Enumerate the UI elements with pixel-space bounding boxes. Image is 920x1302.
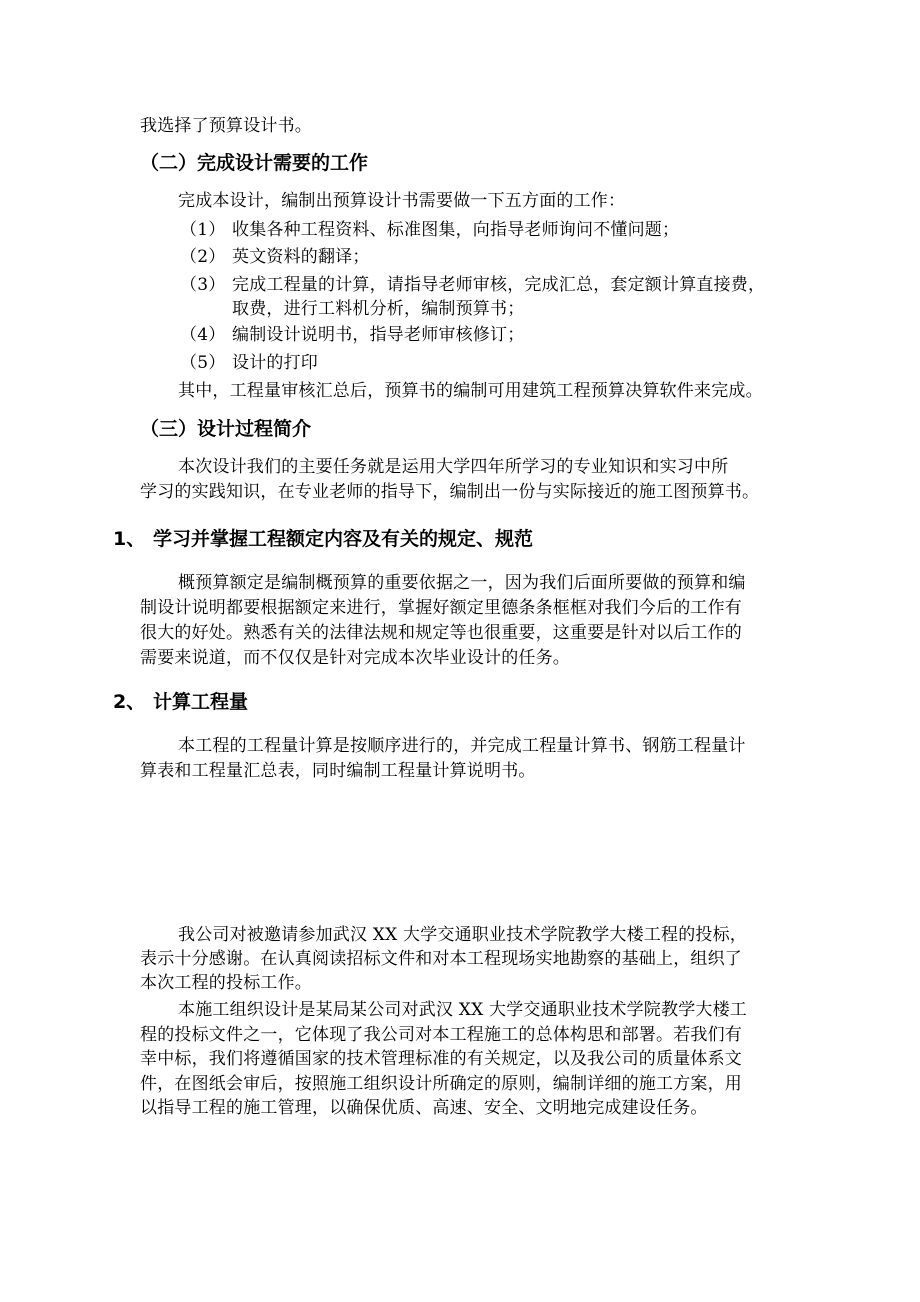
part1-line: 很大的好处。熟悉有关的法律法规和规定等也很重要，这重要是针对以后工作的 [140,623,742,643]
part1-heading [113,527,533,551]
list-item-text: 完成工程量的计算，请指导老师审核，完成汇总，套定额计算直接费， [232,275,766,295]
part1-line: 制设计说明都要根据额定来进行，掌握好额定里德条条框框对我们今后的工作有 [140,598,742,618]
section2-heading: （二）完成设计需要的工作 [140,152,369,174]
list-item [180,246,370,268]
list-item-text: 设计的打印 [232,353,318,373]
list-item-number: （3） [180,275,226,295]
part2-line: 本工程的工程量计算是按顺序进行的，并完成工程量计算书、钢筋工程量计 [178,736,746,756]
list-item-text: 收集各种工程资料、标准图集，向指导老师询问不懂问题； [232,220,680,240]
bid-para1-line: 我公司对被邀请参加武汉 XX 大学交通职业技术学院教学大楼工程的投标， [178,925,748,945]
list-item [180,274,765,296]
bid-para2-line: 以指导工程的施工管理，以确保优质、高速、安全、文明地完成建设任务。 [140,1098,708,1118]
section3-line: 本次设计我们的主要任务就是运用大学四年所学习的专业知识和实习中所 [178,457,729,477]
part2-number: 2、 [113,691,146,713]
list-item [180,324,524,346]
list-item-number: （4） [180,325,226,345]
list-item-text: 英文资料的翻译； [232,247,370,267]
section2-lead: 完成本设计，编制出预算设计书需要做一下五方面的工作： [178,191,626,211]
part1-line: 需要来说道，而不仅仅是针对完成本次毕业设计的任务。 [140,648,570,668]
list-item-continuation: 取费，进行工料机分析，编制预算书； [232,299,525,319]
list-item [180,352,318,374]
list-item [180,219,679,241]
bid-para2-line: 程的投标文件之一，它体现了我公司对本工程施工的总体构思和部署。若我们有 [140,1025,742,1045]
section3-line: 学习的实践知识，在专业老师的指导下，编制出一份与实际接近的施工图预算书。 [140,482,760,502]
list-item-text: 编制设计说明书，指导老师审核修订； [232,325,525,345]
intro-line: 我选择了预算设计书。 [140,116,312,136]
bid-para2-line: 件，在图纸会审后，按照施工组织设计所确定的原则，编制详细的施工方案，用 [140,1074,742,1094]
part1-title: 学习并掌握工程额定内容及有关的规定、规范 [153,528,534,550]
part1-number: 1、 [113,528,146,550]
bid-para1-line: 表示十分感谢。在认真阅读招标文件和对本工程现场实地勘察的基础上，组织了 [140,949,742,969]
part1-line: 概预算额定是编制概预算的重要依据之一，因为我们后面所要做的预算和编 [178,573,746,593]
list-item-number: （2） [180,247,226,267]
bid-para2-line: 本施工组织设计是某局某公司对武汉 XX 大学交通职业技术学院教学大楼工 [178,1000,748,1020]
bid-para1-line: 本次工程的投标工作。 [140,973,312,993]
list-item-number: （1） [180,220,226,240]
bid-para2-line: 幸中标，我们将遵循国家的技术管理标准的有关规定，以及我公司的质量体系文 [140,1049,742,1069]
section3-heading: （三）设计过程简介 [140,418,312,440]
part2-line: 算表和工程量汇总表，同时编制工程量计算说明书。 [140,761,536,781]
list-item-number: （5） [180,353,226,373]
part2-title: 计算工程量 [153,691,249,713]
part2-heading [113,690,248,714]
section2-closing: 其中，工程量审核汇总后，预算书的编制可用建筑工程预算决算软件来完成。 [178,381,763,401]
